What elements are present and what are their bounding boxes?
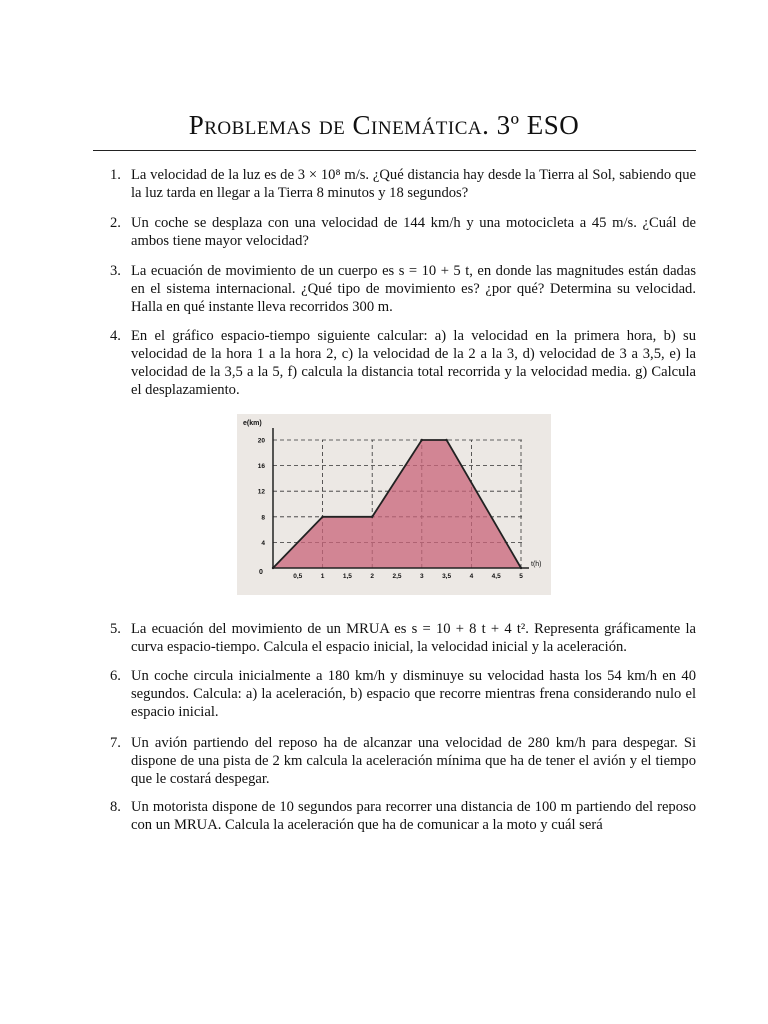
data-point xyxy=(321,516,323,518)
problem-text: La velocidad de la luz es de 3 × 10⁸ m/s. ¿Qué distancia hay desde la Tierra al Sol, sabiendo que la luz tarda en llegar a la Tierra 8 minutos y 18 segundos? xyxy=(131,167,696,201)
problem-1 xyxy=(110,166,696,202)
x-tick-label: 3 xyxy=(419,573,424,580)
x-tick-label: 4 xyxy=(469,573,474,580)
problem-text: En el gráfico espacio-tiempo siguiente calcular: a) la velocidad en la primera hora, b) su velocidad de la hora 1 a la hora 2, c) la velocidad de la 2 a la 3, d) velocidad de 3 a 3,5, e) la velocidad de la 3,5 a la 5, f) calcula la distancia total recorrida y la velocidad media. g) Calcula el desplazamiento. xyxy=(131,328,696,398)
x-tick-label: 0,5 xyxy=(293,573,303,580)
title-divider xyxy=(93,150,696,151)
y-tick-label: 16 xyxy=(257,463,265,471)
problem-7 xyxy=(110,734,696,788)
problem-text: Un coche circula inicialmente a 180 km/h y disminuye su velocidad hasta los 54 km/h en 40 segundos. Calcula: a) la aceleración, b) espacio que recorre mientras frena considerando nulo el espacio inicial. xyxy=(131,668,696,720)
problem-3 xyxy=(110,262,696,316)
problem-number: 5. xyxy=(110,621,121,637)
x-tick-label: 3,5 xyxy=(442,573,452,580)
x-tick-label: 2,5 xyxy=(392,573,402,580)
y-tick-label: 4 xyxy=(261,539,265,547)
y-tick-label: 12 xyxy=(257,488,265,496)
problem-text: Un avión partiendo del reposo ha de alcanzar una velocidad de 280 km/h para despegar. Si dispone de una pista de 2 km calcula la aceleración mínima que ha de tener el avión y el tiempo que le costará despegar. xyxy=(131,735,696,787)
problem-8 xyxy=(110,798,696,834)
space-time-graph xyxy=(237,414,551,595)
problem-number: 4. xyxy=(110,328,121,344)
problem-2 xyxy=(110,214,696,250)
y-tick-label: 8 xyxy=(261,514,265,522)
problem-5 xyxy=(110,620,696,656)
problem-6 xyxy=(110,667,696,721)
problem-number: 1. xyxy=(110,167,121,183)
problem-number: 8. xyxy=(110,799,121,815)
problem-number: 2. xyxy=(110,215,121,231)
problem-text: Un motorista dispone de 10 segundos para recorrer una distancia de 100 m partiendo del reposo con un MRUA. Calcula la aceleración que ha de comunicar a la moto y cuál será xyxy=(131,799,696,833)
problem-text: La ecuación de movimiento de un cuerpo es s = 10 + 5 t, en donde las magnitudes están dadas en el sistema internacional. ¿Qué tipo de movimiento es? ¿por qué? Determina su velocidad. Halla en qué instante lleva recorridos 300 m. xyxy=(131,263,696,315)
x-tick-label: 2 xyxy=(370,573,375,580)
problem-number: 3. xyxy=(110,263,121,279)
x-tick-label: 4,5 xyxy=(491,573,501,580)
problem-4 xyxy=(110,327,696,399)
x-axis-label: t(h) xyxy=(531,561,542,568)
problem-text: Un coche se desplaza con una velocidad de 144 km/h y una motocicleta a 45 m/s. ¿Cuál de ambos tiene mayor velocidad? xyxy=(131,215,696,249)
x-tick-label: 1 xyxy=(320,573,325,580)
y-tick-label: 20 xyxy=(257,437,265,445)
page-title: Problemas de Cinemática. 3º ESO xyxy=(188,110,580,140)
problem-text: La ecuación del movimiento de un MRUA es s = 10 + 8 t + 4 t². Representa gráficamente la curva espacio-tiempo. Calcula el espacio inicial, la velocidad inicial y la aceleración. xyxy=(131,621,696,655)
data-point xyxy=(445,439,447,441)
chart-svg xyxy=(237,414,551,595)
x-tick-label: 5 xyxy=(519,573,523,580)
origin-label: 0 xyxy=(259,569,263,576)
data-point xyxy=(421,439,423,441)
problem-number: 6. xyxy=(110,668,121,684)
x-tick-label: 1,5 xyxy=(342,573,352,580)
problem-number: 7. xyxy=(110,735,121,751)
y-axis-label: e(km) xyxy=(243,420,262,427)
data-point xyxy=(371,516,373,518)
